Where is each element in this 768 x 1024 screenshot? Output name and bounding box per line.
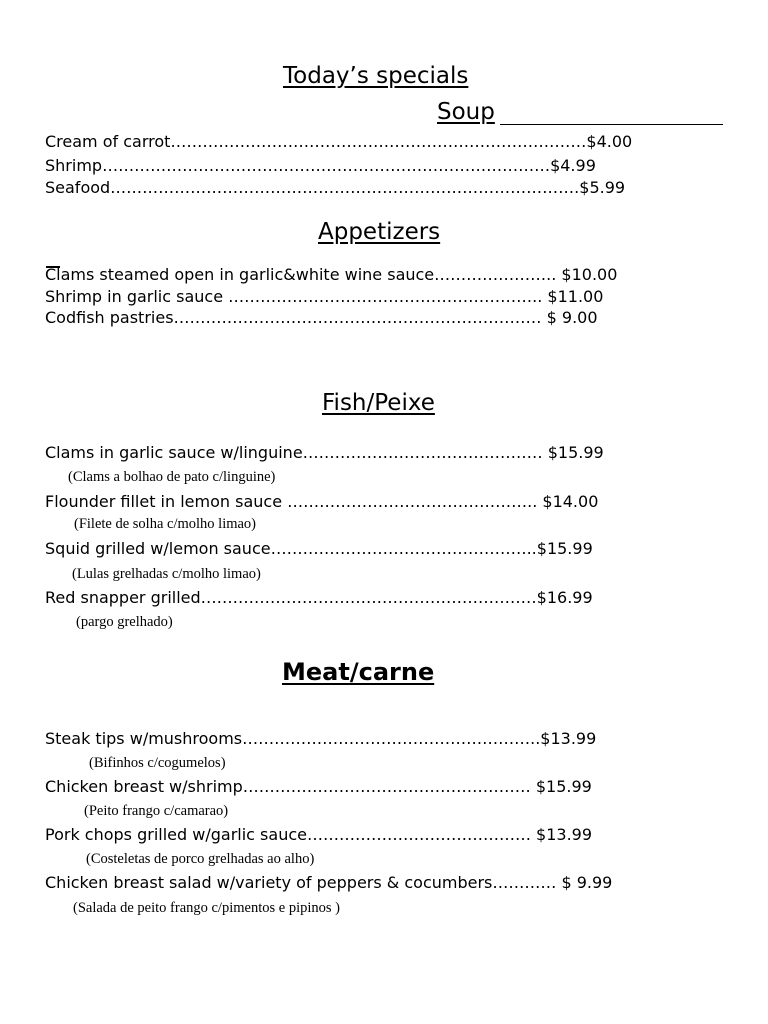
soup-heading: Soup <box>437 99 495 125</box>
menu-item: Clams steamed open in garlic&white wine sauce………………….. $10.00 <box>45 265 618 284</box>
item-translation: (Peito frango c/camarao) <box>84 803 229 819</box>
soup-heading-rule <box>500 124 723 125</box>
menu-item: Shrimp…………………………………………………………………………$4.99 <box>45 156 596 175</box>
fish-heading: Fish/Peixe <box>322 390 435 416</box>
menu-item: Chicken breast salad w/variety of peppers & cocumbers………… $ 9.99 <box>45 873 613 892</box>
item-translation: (Costeletas de porco grelhadas ao alho) <box>86 851 315 867</box>
item-translation: (Lulas grelhadas c/molho limao) <box>72 566 261 582</box>
meat-heading: Meat/carne <box>282 658 435 686</box>
menu-item: Shrimp in garlic sauce ………………………………………………….. $11.00 <box>45 287 604 306</box>
menu-item: Squid grilled w/lemon sauce…………………………………………..$15.99 <box>45 539 593 558</box>
item-translation: (Bifinhos c/cogumelos) <box>89 755 226 771</box>
menu-item: Codfish pastries…………………………………………………………… $ 9.00 <box>45 308 598 327</box>
menu-item: Pork chops grilled w/garlic sauce…………………………………… $13.99 <box>45 825 593 844</box>
menu-item: Clams in garlic sauce w/linguine……………………………………… $15.99 <box>45 443 604 462</box>
item-translation: (pargo grelhado) <box>76 614 173 630</box>
menu-item: Seafood…………………………………………………………………………….$5.99 <box>45 178 626 197</box>
item-translation: (Clams a bolhao de pato c/linguine) <box>68 469 276 485</box>
appetizers-heading: Appetizers <box>318 219 441 245</box>
menu-item: Chicken breast w/shrimp……………………………………………… $15.99 <box>45 777 592 796</box>
menu-item: Red snapper grilled………………………………………………………$16.99 <box>45 588 593 607</box>
menu-item: Flounder fillet in lemon sauce ……………………………………….. $14.00 <box>45 492 599 511</box>
page-title: Today’s specials <box>283 63 469 89</box>
menu-item: Cream of carrot……………………………………………………………………$4.00 <box>45 132 633 151</box>
item-translation: (Filete de solha c/molho limao) <box>74 516 257 532</box>
item-translation: (Salada de peito frango c/pimentos e pipinos ) <box>73 900 340 916</box>
menu-item: Steak tips w/mushrooms………………………………………………..$13.99 <box>45 729 597 748</box>
